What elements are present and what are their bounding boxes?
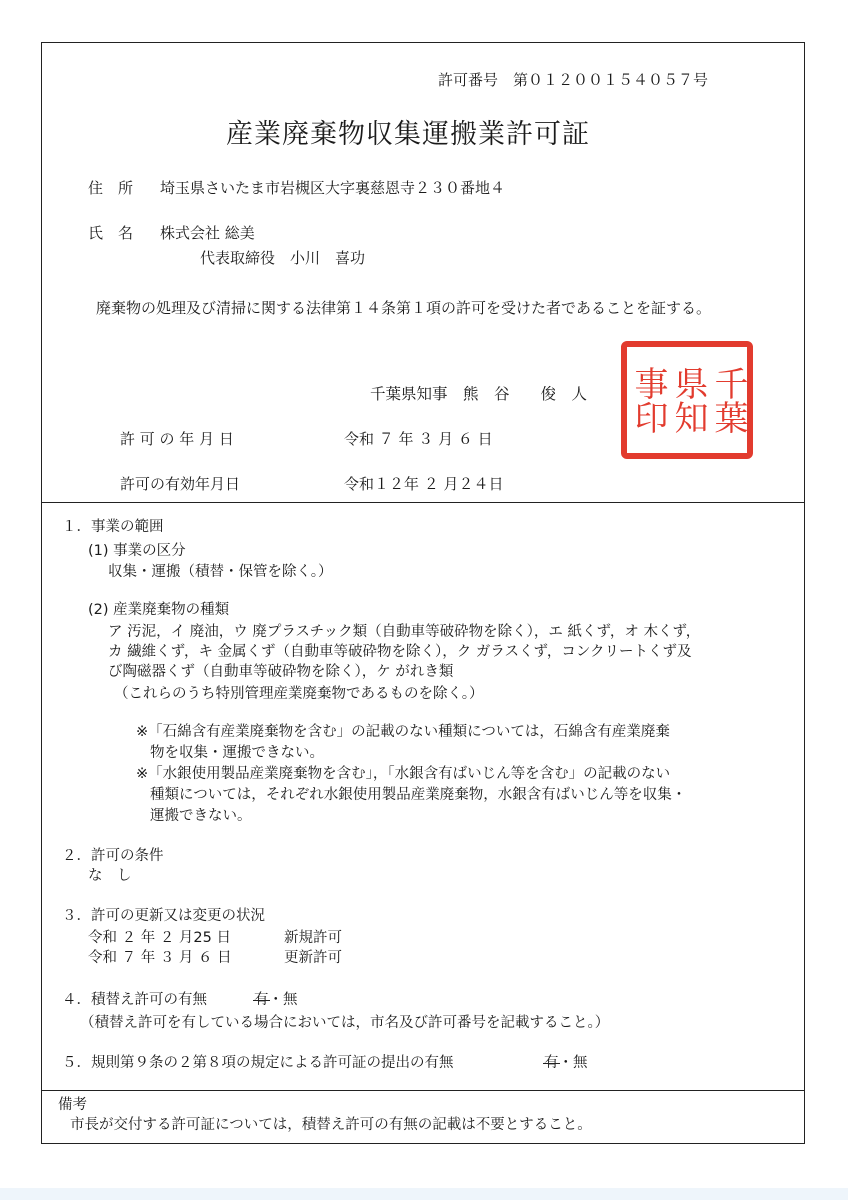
note-line: 物を収集・運搬できない。: [150, 745, 324, 761]
representative-name: 代表取締役 小川 喜功: [200, 249, 366, 267]
option-no: 無: [573, 1055, 588, 1071]
waste-types-line: ア 汚泥，イ 廃油，ウ 廃プラスチック類（自動車等破砕物を除く），エ 紙くず，オ 木くず，: [108, 624, 701, 640]
section-2-body: な し: [88, 868, 132, 884]
permit-number: 許可番号 第０１２００１５４０５７号: [438, 71, 709, 89]
scan-edge: [0, 1188, 848, 1200]
history-date: 令和 ２ 年 ２ 月25 日: [88, 930, 231, 946]
section-4-note: （積替え許可を有している場合においては，市名及び許可番号を記載すること。）: [80, 1015, 610, 1031]
remarks-body: 市長が交付する許可証については，積替え許可の有無の記載は不要とすること。: [70, 1117, 592, 1133]
section-4-title: ４．積替え許可の有無: [62, 992, 207, 1008]
page-title: 産業廃棄物収集運搬業許可証: [226, 119, 590, 150]
section-1-1-title: (1) 事業の区分: [88, 543, 186, 559]
history-status: 新規許可: [284, 930, 342, 946]
option-no: 無: [283, 992, 298, 1008]
option-yes-struck: 有: [544, 1055, 559, 1071]
address-value: 埼玉県さいたま市岩槻区大字裏慈恩寺２３０番地４: [160, 179, 506, 197]
permit-date-value: 令和 ７ 年 ３ 月 ６ 日: [344, 430, 493, 448]
name-label: 氏 名: [88, 224, 134, 242]
remarks-label: 備考: [58, 1097, 87, 1113]
valid-until-label: 許可の有効年月日: [120, 475, 241, 493]
section-1-2-title: (2) 産業廃棄物の種類: [88, 602, 230, 618]
section-5-title: ５．規則第９条の２第８項の規定による許可証の提出の有無: [62, 1055, 454, 1071]
certification-text: 廃棄物の処理及び清掃に関する法律第１４条第１項の許可を受けた者であることを証する。: [96, 299, 712, 317]
section-divider: [41, 502, 805, 503]
waste-types-exclusion: （これらのうち特別管理産業廃棄物であるものを除く。）: [114, 686, 484, 702]
submission-yes-no: [544, 1053, 588, 1073]
section-2-title: ２．許可の条件: [62, 848, 164, 864]
seal-text-col1: 千葉: [708, 366, 748, 434]
note-line: 種類については，それぞれ水銀使用製品産業廃棄物，水銀含有ばいじん等を収集・: [150, 787, 687, 803]
history-date: 令和 ７ 年 ３ 月 ６ 日: [88, 950, 232, 966]
transfer-yes-no: [254, 990, 298, 1010]
permit-date-label: 許 可 の 年 月 日: [120, 430, 234, 448]
option-separator: ・: [558, 1055, 573, 1071]
company-name: 株式会社 総美: [160, 224, 255, 242]
note-line: ※「水銀使用製品産業廃棄物を含む」，「水銀含有ばいじん等を含む」の記載のない: [136, 766, 671, 782]
section-1-title: １．事業の範囲: [62, 519, 164, 535]
option-yes-struck: 有: [254, 992, 269, 1008]
remarks-divider: [41, 1090, 805, 1091]
option-separator: ・: [268, 992, 283, 1008]
note-line: ※「石綿含有産業廃棄物を含む」の記載のない種類については，石綿含有産業廃棄: [136, 724, 670, 740]
issuer-name: 千葉県知事 熊 谷 俊 人: [370, 385, 588, 403]
address-label: 住 所: [88, 179, 134, 197]
section-3-title: ３．許可の更新又は変更の状況: [62, 908, 265, 924]
document-frame: [41, 42, 805, 1144]
waste-types-line: び陶磁器くず（自動車等破砕物を除く），ケ がれき類: [108, 664, 454, 680]
waste-types-line: カ 繊維くず，キ 金属くず（自動車等破砕物を除く），ク ガラスくず，コンクリートくず及: [108, 644, 692, 660]
seal-text-col3: 事印: [628, 366, 668, 434]
section-1-1-body: 収集・運搬（積替・保管を除く。）: [108, 564, 333, 580]
official-seal: [620, 340, 754, 460]
note-line: 運搬できない。: [150, 808, 252, 824]
seal-text-col2: 県知: [668, 366, 708, 434]
history-status: 更新許可: [284, 950, 342, 966]
valid-until-value: 令和１２年 ２ 月２４日: [344, 475, 504, 493]
